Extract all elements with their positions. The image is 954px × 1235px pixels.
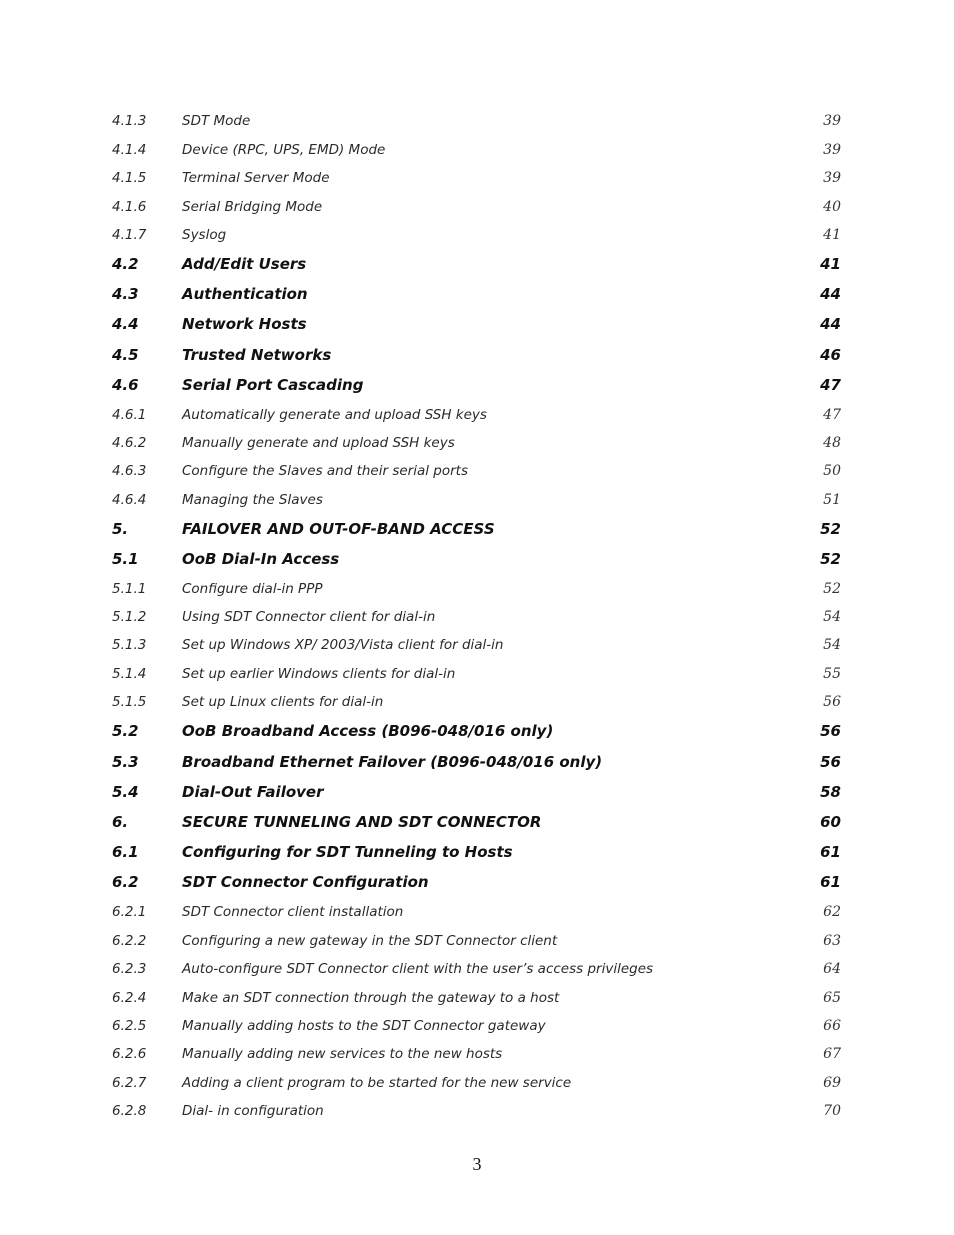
toc-entry-title: Manually adding hosts to the SDT Connector gateway: [182, 1018, 546, 1034]
toc-entry[interactable]: [0, 750, 954, 774]
toc-entry-title: Network Hosts: [182, 315, 307, 333]
toc-entry-number: 5.2: [112, 722, 139, 740]
toc-entry[interactable]: [0, 577, 954, 601]
toc-entry-page: 60: [820, 813, 841, 831]
toc-entry-number: 6.1: [112, 843, 139, 861]
toc-entry-page: 65: [823, 990, 841, 1006]
toc-entry-title: OoB Broadband Access (B096-048/016 only): [182, 722, 554, 740]
toc-entry[interactable]: [0, 547, 954, 571]
toc-entry-title: Dial- in configuration: [182, 1103, 324, 1119]
toc-entry[interactable]: [0, 403, 954, 427]
toc-entry-page: 41: [820, 255, 841, 273]
toc-entry[interactable]: [0, 488, 954, 512]
toc-entry-title: Set up Linux clients for dial-in: [182, 694, 384, 710]
toc-entry-title: Serial Port Cascading: [182, 376, 364, 394]
toc-entry-number: 4.2: [112, 255, 139, 273]
toc-entry-page: 51: [823, 492, 841, 508]
toc-entry-number: 5.4: [112, 783, 139, 801]
toc-entry-number: 4.4: [112, 315, 139, 333]
toc-entry-title: Trusted Networks: [182, 346, 332, 364]
toc-entry-page: 50: [823, 463, 841, 479]
toc-entry-page: 66: [823, 1018, 841, 1034]
toc-entry[interactable]: [0, 840, 954, 864]
toc-entry-page: 69: [823, 1075, 841, 1091]
toc-entry[interactable]: [0, 870, 954, 894]
toc-entry[interactable]: [0, 1099, 954, 1123]
toc-entry[interactable]: [0, 1014, 954, 1038]
toc-entry-page: 58: [820, 783, 841, 801]
toc-entry-title: Managing the Slaves: [182, 492, 323, 508]
toc-entry-title: SDT Connector client installation: [182, 904, 404, 920]
toc-entry-number: 6.2.3: [112, 961, 147, 977]
toc-entry-page: 67: [823, 1046, 841, 1062]
toc-entry-number: 5.1.1: [112, 581, 147, 597]
toc-entry-page: 48: [823, 435, 841, 451]
toc-entry-page: 46: [820, 346, 841, 364]
toc-entry[interactable]: [0, 986, 954, 1010]
toc-entry-page: 54: [823, 609, 841, 625]
toc-entry-page: 70: [823, 1103, 841, 1119]
toc-entry-number: 4.5: [112, 346, 139, 364]
toc-entry-number: 4.6.3: [112, 463, 147, 479]
toc-entry-page: 56: [820, 753, 841, 771]
toc-entry-number: 5.1.3: [112, 637, 147, 653]
toc-entry-number: 4.6.1: [112, 407, 147, 423]
toc-entry[interactable]: [0, 343, 954, 367]
toc-entry-number: 5.1: [112, 550, 139, 568]
toc-entry-page: 39: [823, 113, 841, 129]
toc-entry-title: Configuring for SDT Tunneling to Hosts: [182, 843, 513, 861]
toc-entry-title: Dial-Out Failover: [182, 783, 324, 801]
toc-entry-page: 61: [820, 873, 841, 891]
page-number: 3: [472, 1154, 482, 1174]
toc-entry-number: 6.2.1: [112, 904, 147, 920]
toc-entry[interactable]: [0, 223, 954, 247]
toc-entry-title: Make an SDT connection through the gateway to a host: [182, 990, 560, 1006]
toc-entry-page: 55: [823, 666, 841, 682]
toc-entry-number: 6.: [112, 813, 129, 831]
toc-entry-title: Set up Windows XP/ 2003/Vista client for dial-in: [182, 637, 504, 653]
toc-entry-number: 5.1.2: [112, 609, 147, 625]
toc-entry-number: 4.1.7: [112, 227, 147, 243]
toc-entry-page: 40: [823, 199, 841, 215]
toc-entry-title: FAILOVER AND OUT-OF-BAND ACCESS: [182, 520, 495, 538]
toc-entry-page: 63: [823, 933, 841, 949]
toc-entry-page: 47: [820, 376, 841, 394]
toc-entry[interactable]: [0, 690, 954, 714]
toc-entry[interactable]: [0, 633, 954, 657]
toc-entry-number: 6.2.2: [112, 933, 147, 949]
toc-entry-number: 4.1.5: [112, 170, 147, 186]
toc-entry-number: 5.1.5: [112, 694, 147, 710]
toc-entry-title: Broadband Ethernet Failover (B096-048/016 only): [182, 753, 603, 771]
toc-entry-title: Authentication: [182, 285, 308, 303]
toc-entry-title: Configure dial-in PPP: [182, 581, 323, 597]
toc-entry-number: 6.2.5: [112, 1018, 147, 1034]
toc-entry-title: Configuring a new gateway in the SDT Connector client: [182, 933, 558, 949]
toc-entry[interactable]: [0, 780, 954, 804]
toc-entry-page: 52: [823, 581, 841, 597]
toc-entry[interactable]: [0, 138, 954, 162]
toc-entry[interactable]: [0, 109, 954, 133]
toc-entry[interactable]: [0, 810, 954, 834]
toc-entry[interactable]: [0, 605, 954, 629]
toc-entry-title: Adding a client program to be started for the new service: [182, 1075, 572, 1091]
toc-entry[interactable]: [0, 312, 954, 336]
toc-entry-number: 5.: [112, 520, 129, 538]
toc-entry-page: 62: [823, 904, 841, 920]
toc-entry-number: 4.1.3: [112, 113, 147, 129]
toc-entry[interactable]: [0, 166, 954, 190]
toc-entry-title: OoB Dial-In Access: [182, 550, 340, 568]
toc-entry-page: 56: [823, 694, 841, 710]
toc-entry-page: 44: [820, 315, 841, 333]
toc-entry-title: SECURE TUNNELING AND SDT CONNECTOR: [182, 813, 542, 831]
toc-entry-title: Automatically generate and upload SSH keys: [182, 407, 487, 423]
toc-entry-page: 52: [820, 520, 841, 538]
toc-entry[interactable]: [0, 517, 954, 541]
toc-entry[interactable]: [0, 373, 954, 397]
toc-entry-title: SDT Mode: [182, 113, 251, 129]
toc-entry-page: 44: [820, 285, 841, 303]
toc-entry-number: 4.3: [112, 285, 139, 303]
toc-entry-page: 54: [823, 637, 841, 653]
toc-entry[interactable]: [0, 1042, 954, 1066]
toc-entry-page: 52: [820, 550, 841, 568]
toc-entry[interactable]: [0, 719, 954, 743]
toc-entry-number: 6.2: [112, 873, 139, 891]
toc-entry-title: Manually adding new services to the new hosts: [182, 1046, 503, 1062]
toc-entry[interactable]: [0, 195, 954, 219]
toc-entry-page: 64: [823, 961, 841, 977]
toc-entry-title: Auto-configure SDT Connector client with the user’s access privileges: [182, 961, 654, 977]
toc-entry[interactable]: [0, 900, 954, 924]
toc-entry-title: Set up earlier Windows clients for dial-in: [182, 666, 456, 682]
toc-entry-number: 6.2.7: [112, 1075, 147, 1091]
toc-entry-page: 56: [820, 722, 841, 740]
toc-entry[interactable]: [0, 252, 954, 276]
toc-entry-title: Terminal Server Mode: [182, 170, 330, 186]
toc-entry[interactable]: [0, 957, 954, 981]
toc-entry-title: Add/Edit Users: [182, 255, 307, 273]
toc-entry-number: 4.1.6: [112, 199, 147, 215]
toc-entry-title: SDT Connector Configuration: [182, 873, 429, 891]
toc-entry[interactable]: [0, 459, 954, 483]
toc-entry-title: Using SDT Connector client for dial-in: [182, 609, 436, 625]
toc-entry-number: 6.2.6: [112, 1046, 147, 1062]
toc-entry[interactable]: [0, 929, 954, 953]
toc-entry-number: 6.2.8: [112, 1103, 147, 1119]
toc-entry-title: Manually generate and upload SSH keys: [182, 435, 455, 451]
toc-entry-title: Device (RPC, UPS, EMD) Mode: [182, 142, 386, 158]
toc-entry-title: Configure the Slaves and their serial ports: [182, 463, 468, 479]
toc-entry-title: Syslog: [182, 227, 227, 243]
toc-entry-number: 4.6: [112, 376, 139, 394]
toc-entry[interactable]: [0, 282, 954, 306]
toc-entry-page: 61: [820, 843, 841, 861]
toc-entry-number: 5.1.4: [112, 666, 147, 682]
toc-entry-page: 39: [823, 170, 841, 186]
toc-entry-number: 6.2.4: [112, 990, 147, 1006]
toc-entry-page: 41: [823, 227, 841, 243]
toc-entry-number: 4.6.4: [112, 492, 147, 508]
toc-entry-number: 5.3: [112, 753, 139, 771]
toc-entry[interactable]: [0, 1071, 954, 1095]
toc-entry[interactable]: [0, 662, 954, 686]
toc-entry-page: 47: [823, 407, 841, 423]
toc-entry-page: 39: [823, 142, 841, 158]
toc-entry-number: 4.6.2: [112, 435, 147, 451]
toc-entry[interactable]: [0, 431, 954, 455]
toc-entry-title: Serial Bridging Mode: [182, 199, 323, 215]
toc-entry-number: 4.1.4: [112, 142, 147, 158]
